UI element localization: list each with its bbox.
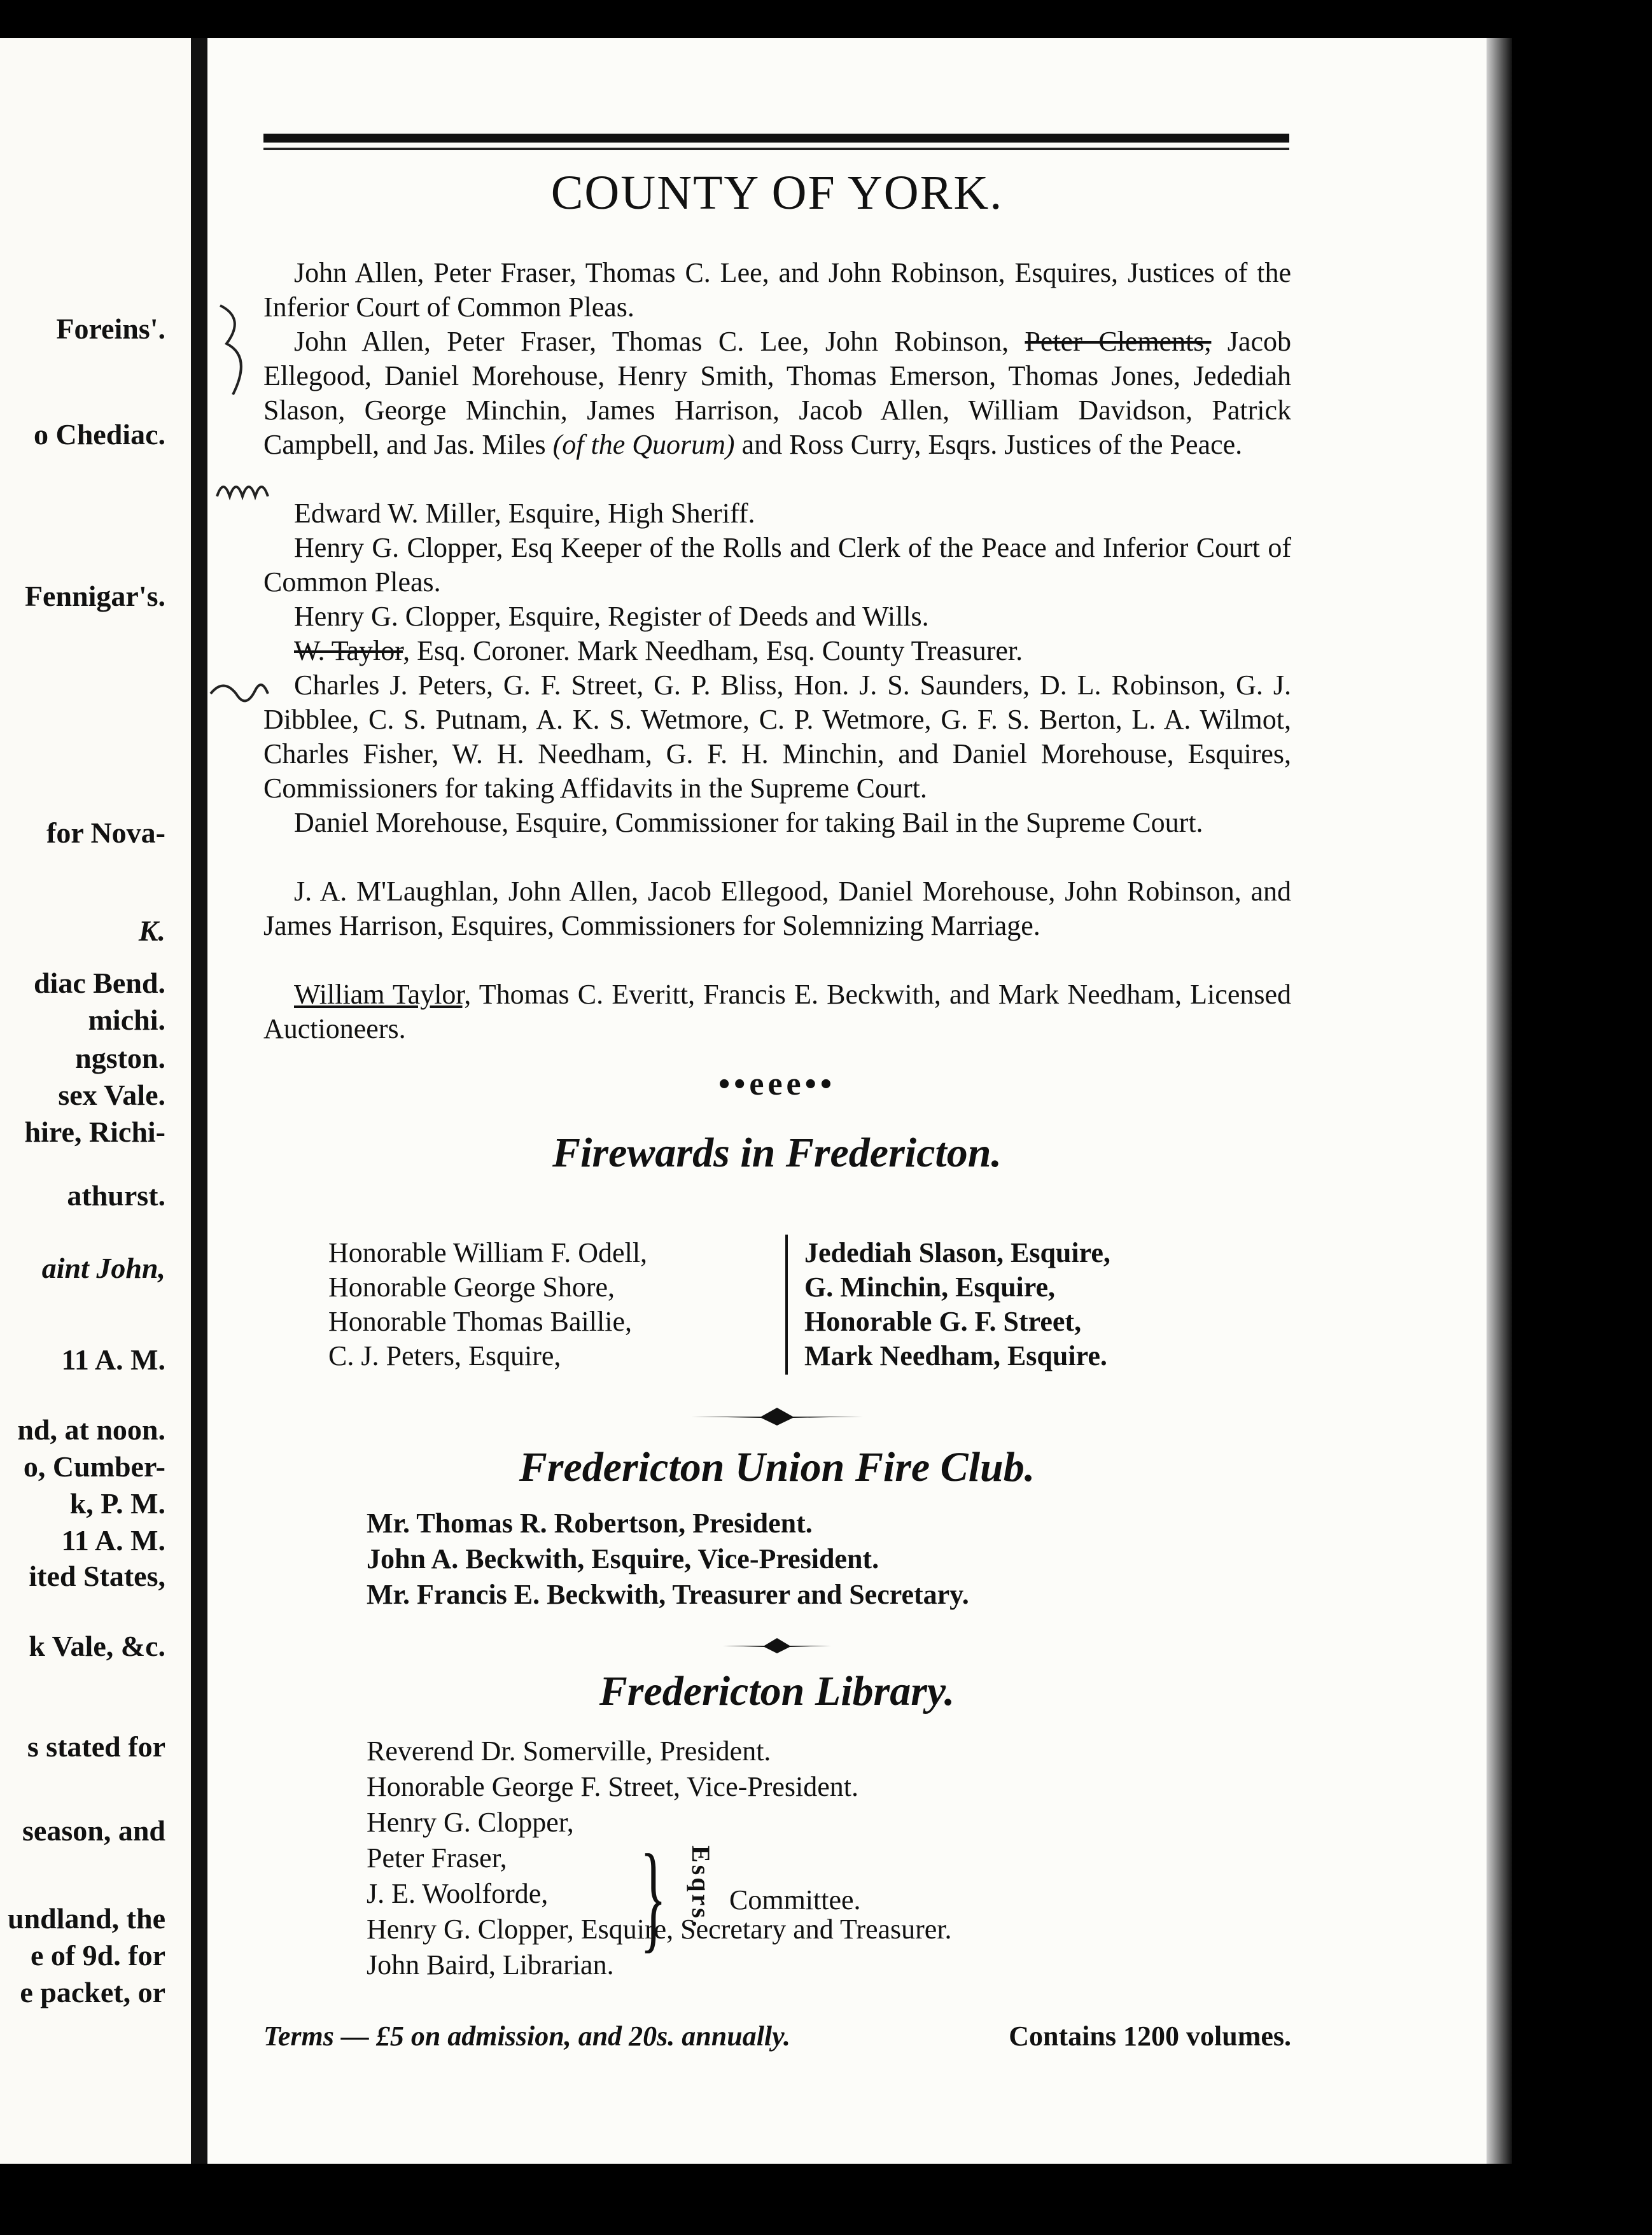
fireward-name: Mark Needham, Esquire.: [804, 1340, 1107, 1371]
page-title: COUNTY OF YORK.: [550, 166, 1004, 220]
fireward-name: C. J. Peters, Esquire,: [328, 1340, 561, 1371]
header-rule-thin: [263, 148, 1289, 150]
left-fragment: sex Vale.: [58, 1079, 165, 1111]
document-page: [207, 38, 1487, 2164]
fireward-name: Jedediah Slason, Esquire,: [804, 1237, 1110, 1268]
left-fragment: nd, at noon.: [17, 1413, 165, 1446]
handwritten-mark-icon: [214, 293, 271, 407]
volumes-text: Contains 1200 volumes.: [1009, 2021, 1291, 2052]
left-fragment: ited States,: [29, 1560, 165, 1592]
library-librarian: John Baird, Librarian.: [367, 1949, 614, 1980]
left-fragment: michi.: [88, 1004, 165, 1036]
left-fragment: o, Cumber-: [23, 1450, 165, 1483]
justices-text: Jacob Ellegood, Daniel Morehouse, Henry Smith, Thomas Emerson, Thomas Jones, Jedediah Slason, George Minchin, James Harrison, Jacob Allen, William Davidson, Patrick Campbell, and Jas. Miles: [263, 326, 1291, 460]
previous-page-fragment: [0, 38, 191, 2164]
committee-label: Committee.: [729, 1884, 861, 1916]
left-fragment: o Chediac.: [34, 418, 165, 451]
quorum-note: (of the Quorum): [552, 429, 735, 460]
struck-name: Peter Clements,: [1025, 326, 1212, 357]
left-fragment: season, and: [22, 1814, 165, 1847]
left-fragment: athurst.: [67, 1179, 165, 1212]
column-divider: [785, 1235, 788, 1375]
justices-text: and Ross Curry, Esqrs. Justices of the Peace.: [734, 429, 1243, 460]
library-officer: Reverend Dr. Somerville, President.: [367, 1735, 771, 1767]
committee-member: Peter Fraser,: [367, 1842, 507, 1874]
ornament-rule-icon: [691, 1404, 863, 1429]
left-fragment: ngston.: [75, 1042, 165, 1074]
high-sheriff: Edward W. Miller, Esquire, High Sheriff.: [294, 498, 755, 529]
justices-of-peace: [263, 325, 1291, 462]
handwritten-mark-icon: [214, 471, 271, 522]
coroner-text: , Esq. Coroner. Mark Needham, Esq. County Treasurer.: [403, 635, 1023, 666]
header-rule: [263, 134, 1289, 143]
library-terms: [263, 2020, 1291, 2052]
fireward-name: Honorable George Shore,: [328, 1272, 615, 1303]
left-fragment: hire, Richi-: [24, 1116, 165, 1148]
committee-member: J. E. Woolforde,: [367, 1878, 549, 1909]
left-fragment: aint John,: [41, 1252, 165, 1284]
fireward-name: Honorable William F. Odell,: [328, 1237, 648, 1268]
coroner-treasurer: [263, 634, 1291, 668]
esqrs-label: Esqrs.: [687, 1846, 715, 1930]
library-officers: [367, 1734, 858, 1805]
fireward-name: Honorable G. F. Street,: [804, 1306, 1082, 1337]
handwritten-mark-icon: [207, 675, 271, 719]
left-fragment: Foreins'.: [56, 312, 165, 345]
ornament-rule-icon: [723, 1634, 831, 1657]
firewards-left-column: [328, 1236, 647, 1373]
keeper-of-rolls: Henry G. Clopper, Esq Keeper of the Rolls and Clerk of the Peace and Inferior Court of Common Pleas.: [263, 532, 1291, 598]
left-fragment: undland, the: [7, 1902, 165, 1935]
affidavit-commissioners: Charles J. Peters, G. F. Street, G. P. Bliss, Hon. J. S. Saunders, D. L. Robinson, G. J. Dibblee, C. S. Putnam, A. K. S. Wetmore, C. P. Wetmore, G. F. S. Berton, L. A. Wilmot, Charles Fisher, W. H. Needham, G. F. H. Minchin, and Daniel Morehouse, Esquires, Commissioners for taking Affidavits in the Supreme Court.: [263, 669, 1291, 804]
fireward-name: Honorable Thomas Baillie,: [328, 1306, 632, 1337]
committee-member: Henry G. Clopper,: [367, 1807, 574, 1838]
firewards-right-column: [804, 1236, 1110, 1373]
library-committee: [367, 1805, 574, 1912]
left-fragment: 11 A. M.: [61, 1343, 165, 1376]
licensed-auctioneers: [263, 977, 1291, 1046]
underlined-name: William Taylor,: [294, 979, 472, 1010]
justices-text: John Allen, Peter Fraser, Thomas C. Lee, John Robinson,: [294, 326, 1025, 357]
left-fragment: s stated for: [27, 1730, 165, 1763]
struck-name: W. Taylor: [294, 635, 403, 666]
inferior-court-justices: John Allen, Peter Fraser, Thomas C. Lee, and John Robinson, Esquires, Justices of the Inferior Court of Common Pleas.: [263, 257, 1291, 323]
left-fragment: e of 9d. for: [30, 1939, 165, 1972]
library-officer: Honorable George F. Street, Vice-President.: [367, 1771, 859, 1802]
fire-club-member: John A. Beckwith, Esquire, Vice-President.: [367, 1543, 879, 1574]
left-fragment: k, P. M.: [69, 1487, 165, 1520]
book-gutter: [191, 38, 207, 2164]
left-fragment: k Vale, &c.: [29, 1630, 165, 1662]
brace-icon: }: [640, 1830, 667, 1964]
fireward-name: G. Minchin, Esquire,: [804, 1272, 1056, 1303]
firewards-heading: Firewards in Fredericton.: [552, 1130, 1002, 1176]
bail-commissioner: Daniel Morehouse, Esquire, Commissioner for taking Bail in the Supreme Court.: [294, 807, 1203, 838]
fire-club-heading: Fredericton Union Fire Club.: [519, 1444, 1035, 1490]
left-fragment: for Nova-: [46, 816, 165, 849]
library-secretary: Henry G. Clopper, Esquire, Secretary and Treasurer.: [367, 1914, 952, 1945]
left-fragment: e packet, or: [20, 1976, 165, 2008]
marriage-commissioners: J. A. M'Laughlan, John Allen, Jacob Ellegood, Daniel Morehouse, John Robinson, and James Harrison, Esquires, Commissioners for Solemnizing Marriage.: [263, 876, 1291, 941]
left-fragment: diac Bend.: [33, 967, 165, 999]
fire-club-members: [367, 1506, 969, 1613]
page-edge: [1487, 38, 1512, 2164]
left-fragment: 11 A. M.: [61, 1524, 165, 1557]
left-fragment: K.: [138, 914, 165, 947]
register-of-deeds: Henry G. Clopper, Esquire, Register of Deeds and Wills.: [294, 601, 929, 632]
library-staff: [367, 1912, 952, 1983]
fire-club-member: Mr. Francis E. Beckwith, Treasurer and Secretary.: [367, 1579, 969, 1610]
left-fragment: Fennigar's.: [24, 580, 165, 612]
terms-text: Terms — £5 on admission, and 20s. annually.: [263, 2021, 791, 2052]
auctioneers-text: Thomas C. Everitt, Francis E. Beckwith, and Mark Needham, Licensed Auctioneers.: [263, 979, 1291, 1044]
fire-club-member: Mr. Thomas R. Robertson, President.: [367, 1508, 813, 1539]
ornament-divider: ••eee••: [718, 1066, 836, 1102]
library-heading: Fredericton Library.: [599, 1668, 955, 1714]
